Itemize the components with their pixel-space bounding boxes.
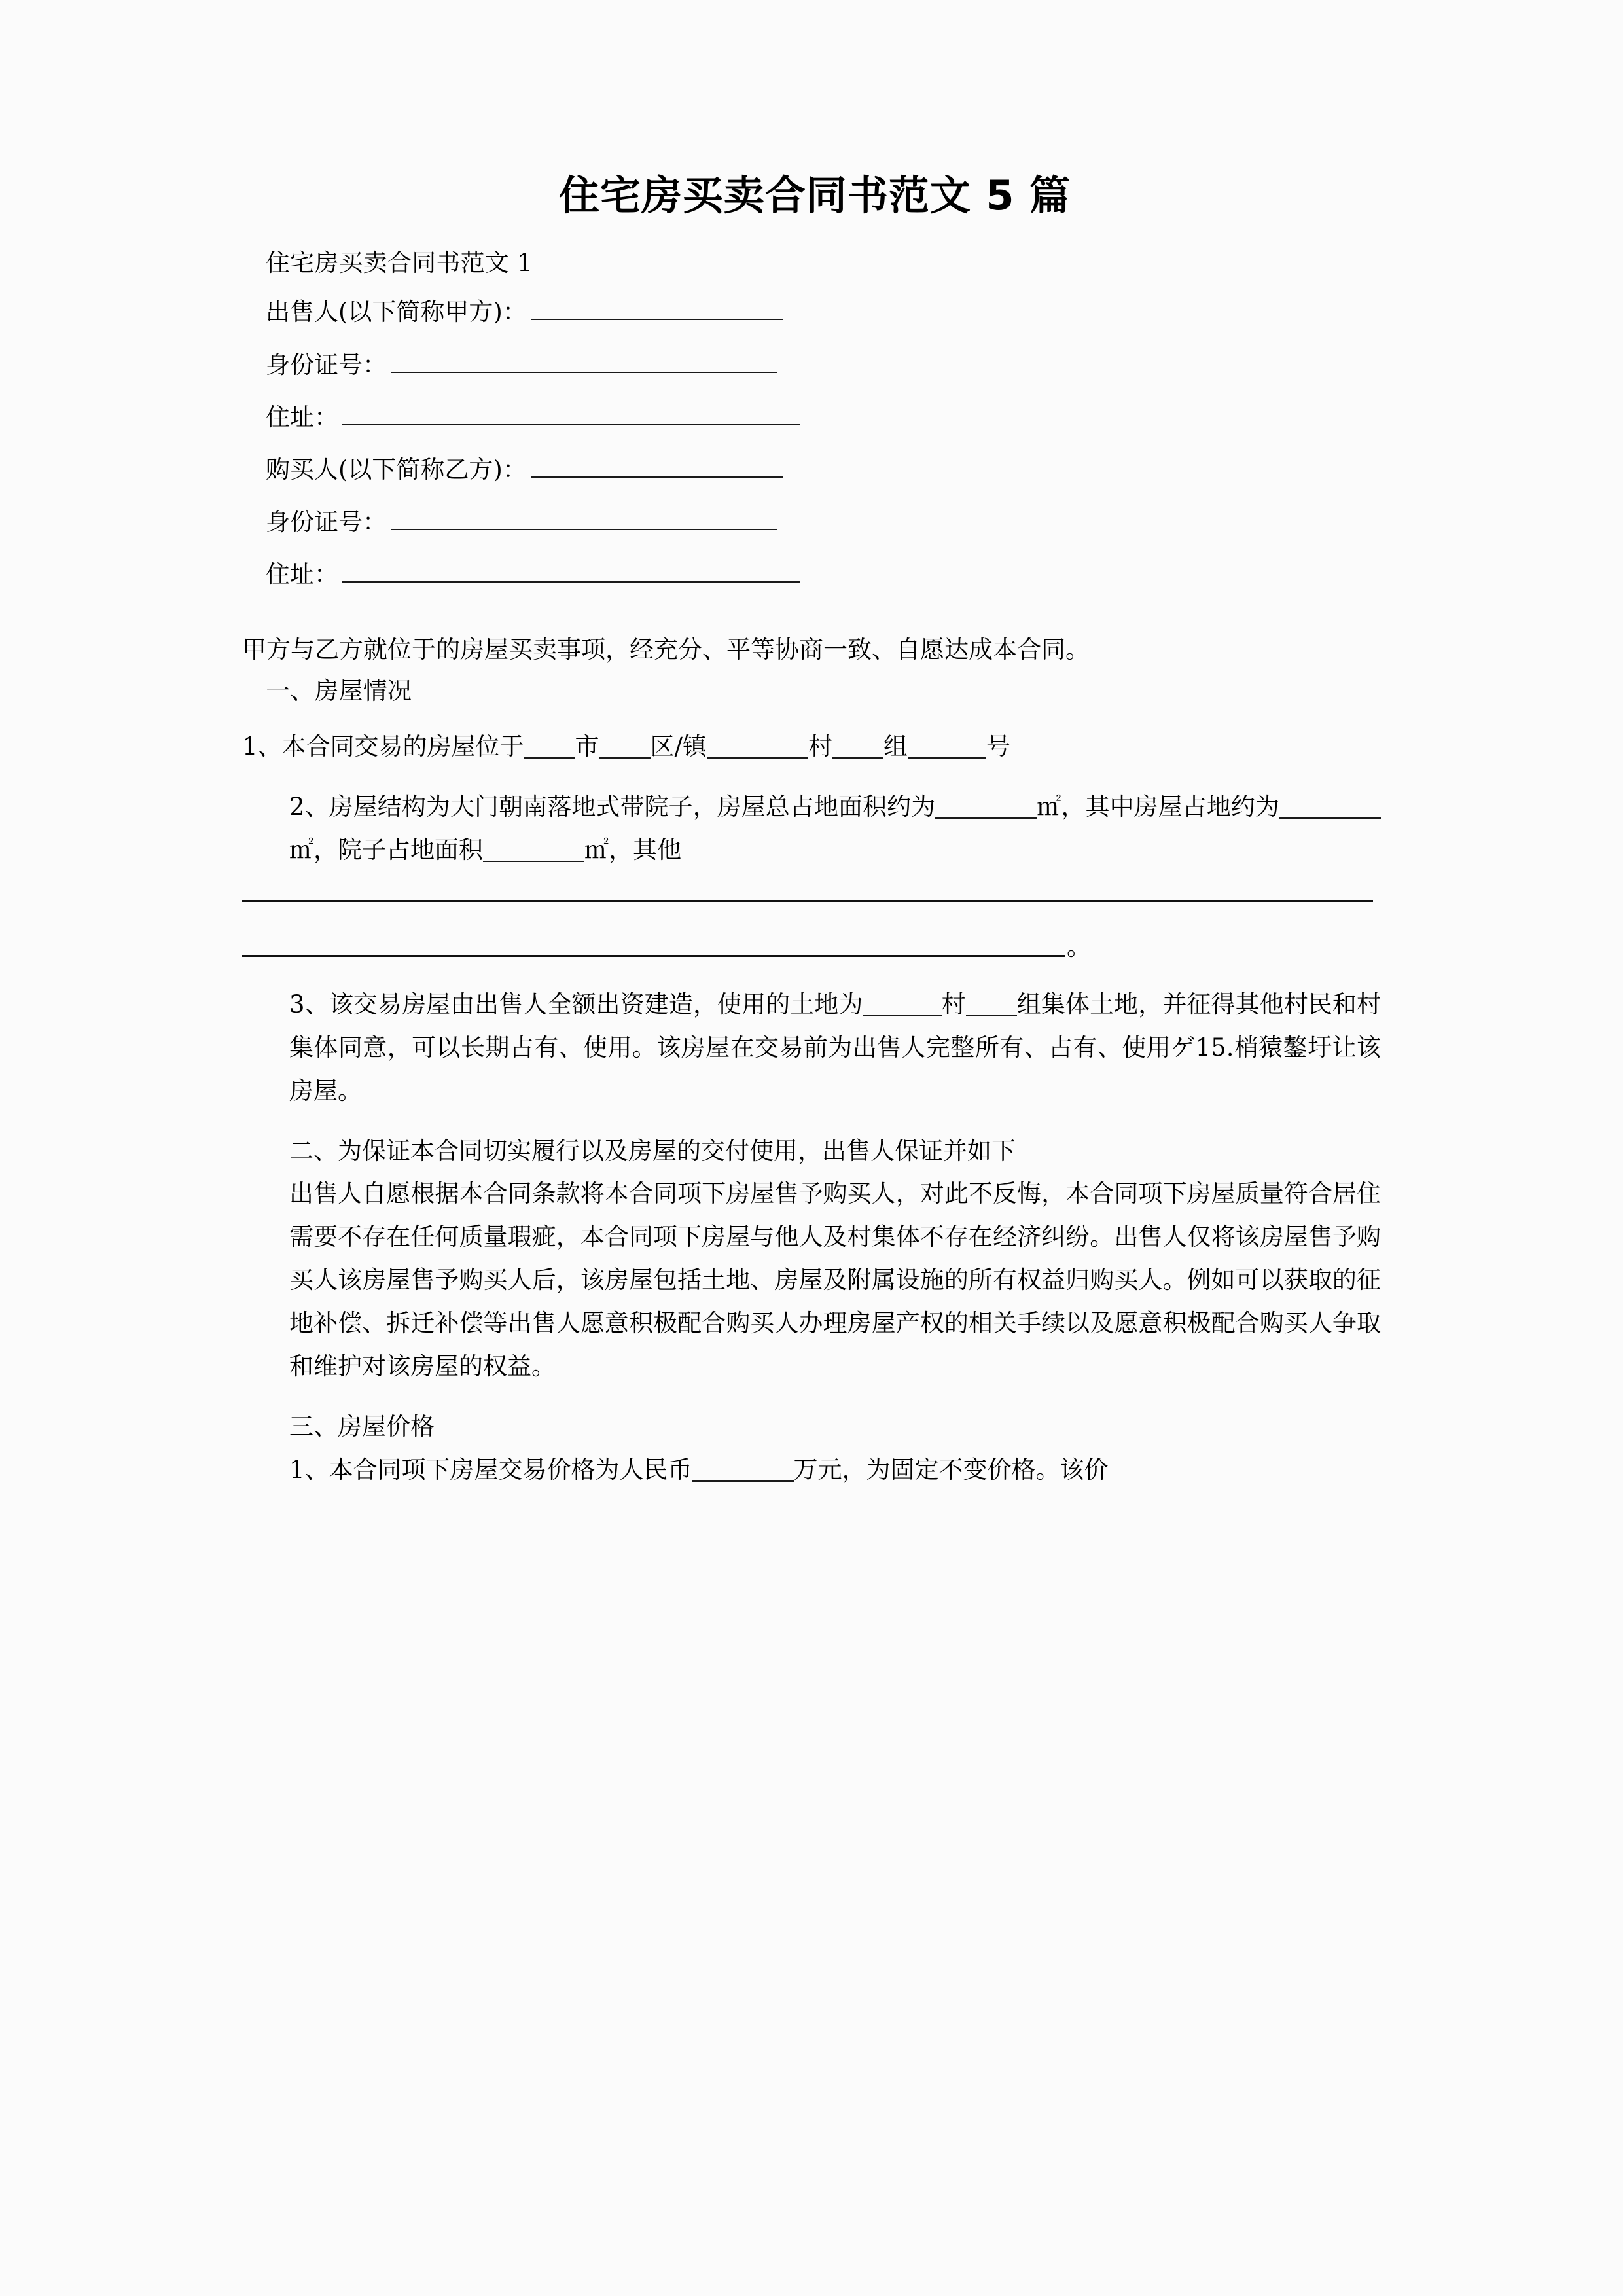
field-row-buyer-address	[242, 559, 1381, 590]
page-title: 住宅房买卖合同书范文 5 篇	[558, 171, 1071, 219]
blank-city[interactable]	[524, 757, 575, 759]
spacer	[242, 957, 1381, 983]
field-row-seller-id	[242, 350, 1381, 381]
item-2-text-d: 其他	[633, 835, 681, 864]
section-heading-2: 二、为保证本合同切实履行以及房屋的交付使用，出售人保证并如下	[289, 1136, 1016, 1165]
blank-ruled-line-1[interactable]	[242, 900, 1373, 902]
item-3-text-b: 村	[941, 990, 966, 1018]
blank-district[interactable]	[599, 757, 651, 759]
field-label-seller-address: 住址：	[266, 403, 338, 431]
item-1-text-e: 组	[883, 732, 908, 761]
field-input-buyer-id[interactable]	[391, 509, 777, 530]
party-information-form	[242, 296, 1381, 590]
section-heading-3: 三、房屋价格	[289, 1412, 435, 1441]
item-1-text-d: 村	[808, 732, 833, 761]
field-row-seller-address	[242, 402, 1381, 433]
section-1-item-2	[242, 785, 1381, 872]
item-2-unit-1: ㎡，	[1037, 792, 1086, 821]
field-row-buyer-name	[242, 454, 1381, 486]
spacer	[242, 768, 1381, 785]
field-input-seller-id[interactable]	[391, 352, 777, 373]
spacer	[242, 1113, 1381, 1130]
blank-village-area[interactable]	[707, 757, 808, 759]
document-subtitle: 住宅房买卖合同书范文 1	[266, 248, 533, 277]
preamble-paragraph: 甲方与乙方就位于的房屋买卖事项，经充分、平等协商一致、自愿达成本合同。	[242, 636, 1090, 664]
field-row-seller-name	[242, 296, 1381, 328]
spacer	[242, 611, 1381, 628]
field-input-buyer-address[interactable]	[342, 562, 800, 583]
blank-ruled-line-2-row	[242, 933, 1381, 961]
item-3-text-c: 组集体土地，并征得其他村民和村集体同意，可以长期占有、使用。该房屋在交易前为出售人完整所有、占有、使用ゲ15.梢猿鏊圩让该房屋。	[289, 990, 1381, 1105]
field-label-buyer-id: 身份证号：	[266, 507, 387, 536]
item-2-tail-punctuation: 。	[1067, 933, 1091, 961]
blank-land-village[interactable]	[863, 1015, 942, 1016]
field-label-seller-name: 出售人(以下简称甲方)：	[266, 298, 527, 327]
blank-price[interactable]	[692, 1480, 794, 1482]
item-1-text-b: 市	[575, 732, 599, 761]
item-3-text-a: 3、该交易房屋由出售人全额出资建造，使用的土地为	[289, 990, 863, 1018]
item-1-text-f: 号	[986, 732, 1011, 761]
spacer	[242, 1388, 1381, 1405]
blank-yard-area[interactable]	[483, 861, 584, 862]
section-3-item-1	[242, 1448, 1381, 1492]
item-2-text-b: 其中房屋占地约为	[1085, 792, 1280, 821]
field-label-buyer-address: 住址：	[266, 560, 338, 588]
blank-number[interactable]	[908, 757, 986, 759]
item-1-text-a: 1、本合同交易的房屋位于	[242, 732, 524, 761]
field-label-buyer-name: 购买人(以下简称乙方)：	[266, 455, 527, 484]
blank-land-group[interactable]	[966, 1015, 1017, 1016]
field-row-buyer-id	[242, 507, 1381, 538]
section-heading-1: 一、房屋情况	[266, 676, 412, 705]
field-input-seller-name[interactable]	[531, 299, 783, 320]
item-1-text-c: 区/镇	[650, 732, 707, 761]
blank-ruled-line-2[interactable]	[242, 955, 1065, 957]
item-2-unit-2: ㎡，	[289, 835, 338, 864]
section-1-item-3	[242, 983, 1381, 1113]
blank-house-area[interactable]	[1279, 817, 1381, 819]
item-price-text-b: 万元，为固定不变价格。该价	[793, 1455, 1109, 1484]
item-2-unit-3: ㎡，	[584, 835, 633, 864]
blank-total-area[interactable]	[935, 817, 1037, 819]
section-2-body: 出售人自愿根据本合同条款将本合同项下房屋售予购买人，对此不反悔，本合同项下房屋质量符合居住需要不存在任何质量瑕疵，本合同项下房屋与他人及村集体不存在经济纠纷。出售人仅将该房屋售予购买人该房屋售予购买人后，该房屋包括土地、房屋及附属设施的所有权益归购买人。例如可以获取的征地补偿、拆迁补偿等出售人愿意积极配合购买人办理房屋产权的相关手续以及愿意积极配合购买人争取和维护对该房屋的权益。	[289, 1179, 1381, 1380]
item-price-text-a: 1、本合同项下房屋交易价格为人民币	[289, 1455, 692, 1484]
document-content	[242, 170, 1381, 1491]
field-input-buyer-name[interactable]	[531, 457, 783, 478]
field-input-seller-address[interactable]	[342, 404, 800, 425]
blank-group[interactable]	[832, 757, 883, 759]
field-label-seller-id: 身份证号：	[266, 350, 387, 379]
item-2-text-a: 2、房屋结构为大门朝南落地式带院子，房屋总占地面积约为	[289, 792, 936, 821]
section-1-item-1	[242, 725, 1381, 768]
item-2-text-c: 院子占地面积	[338, 835, 483, 864]
